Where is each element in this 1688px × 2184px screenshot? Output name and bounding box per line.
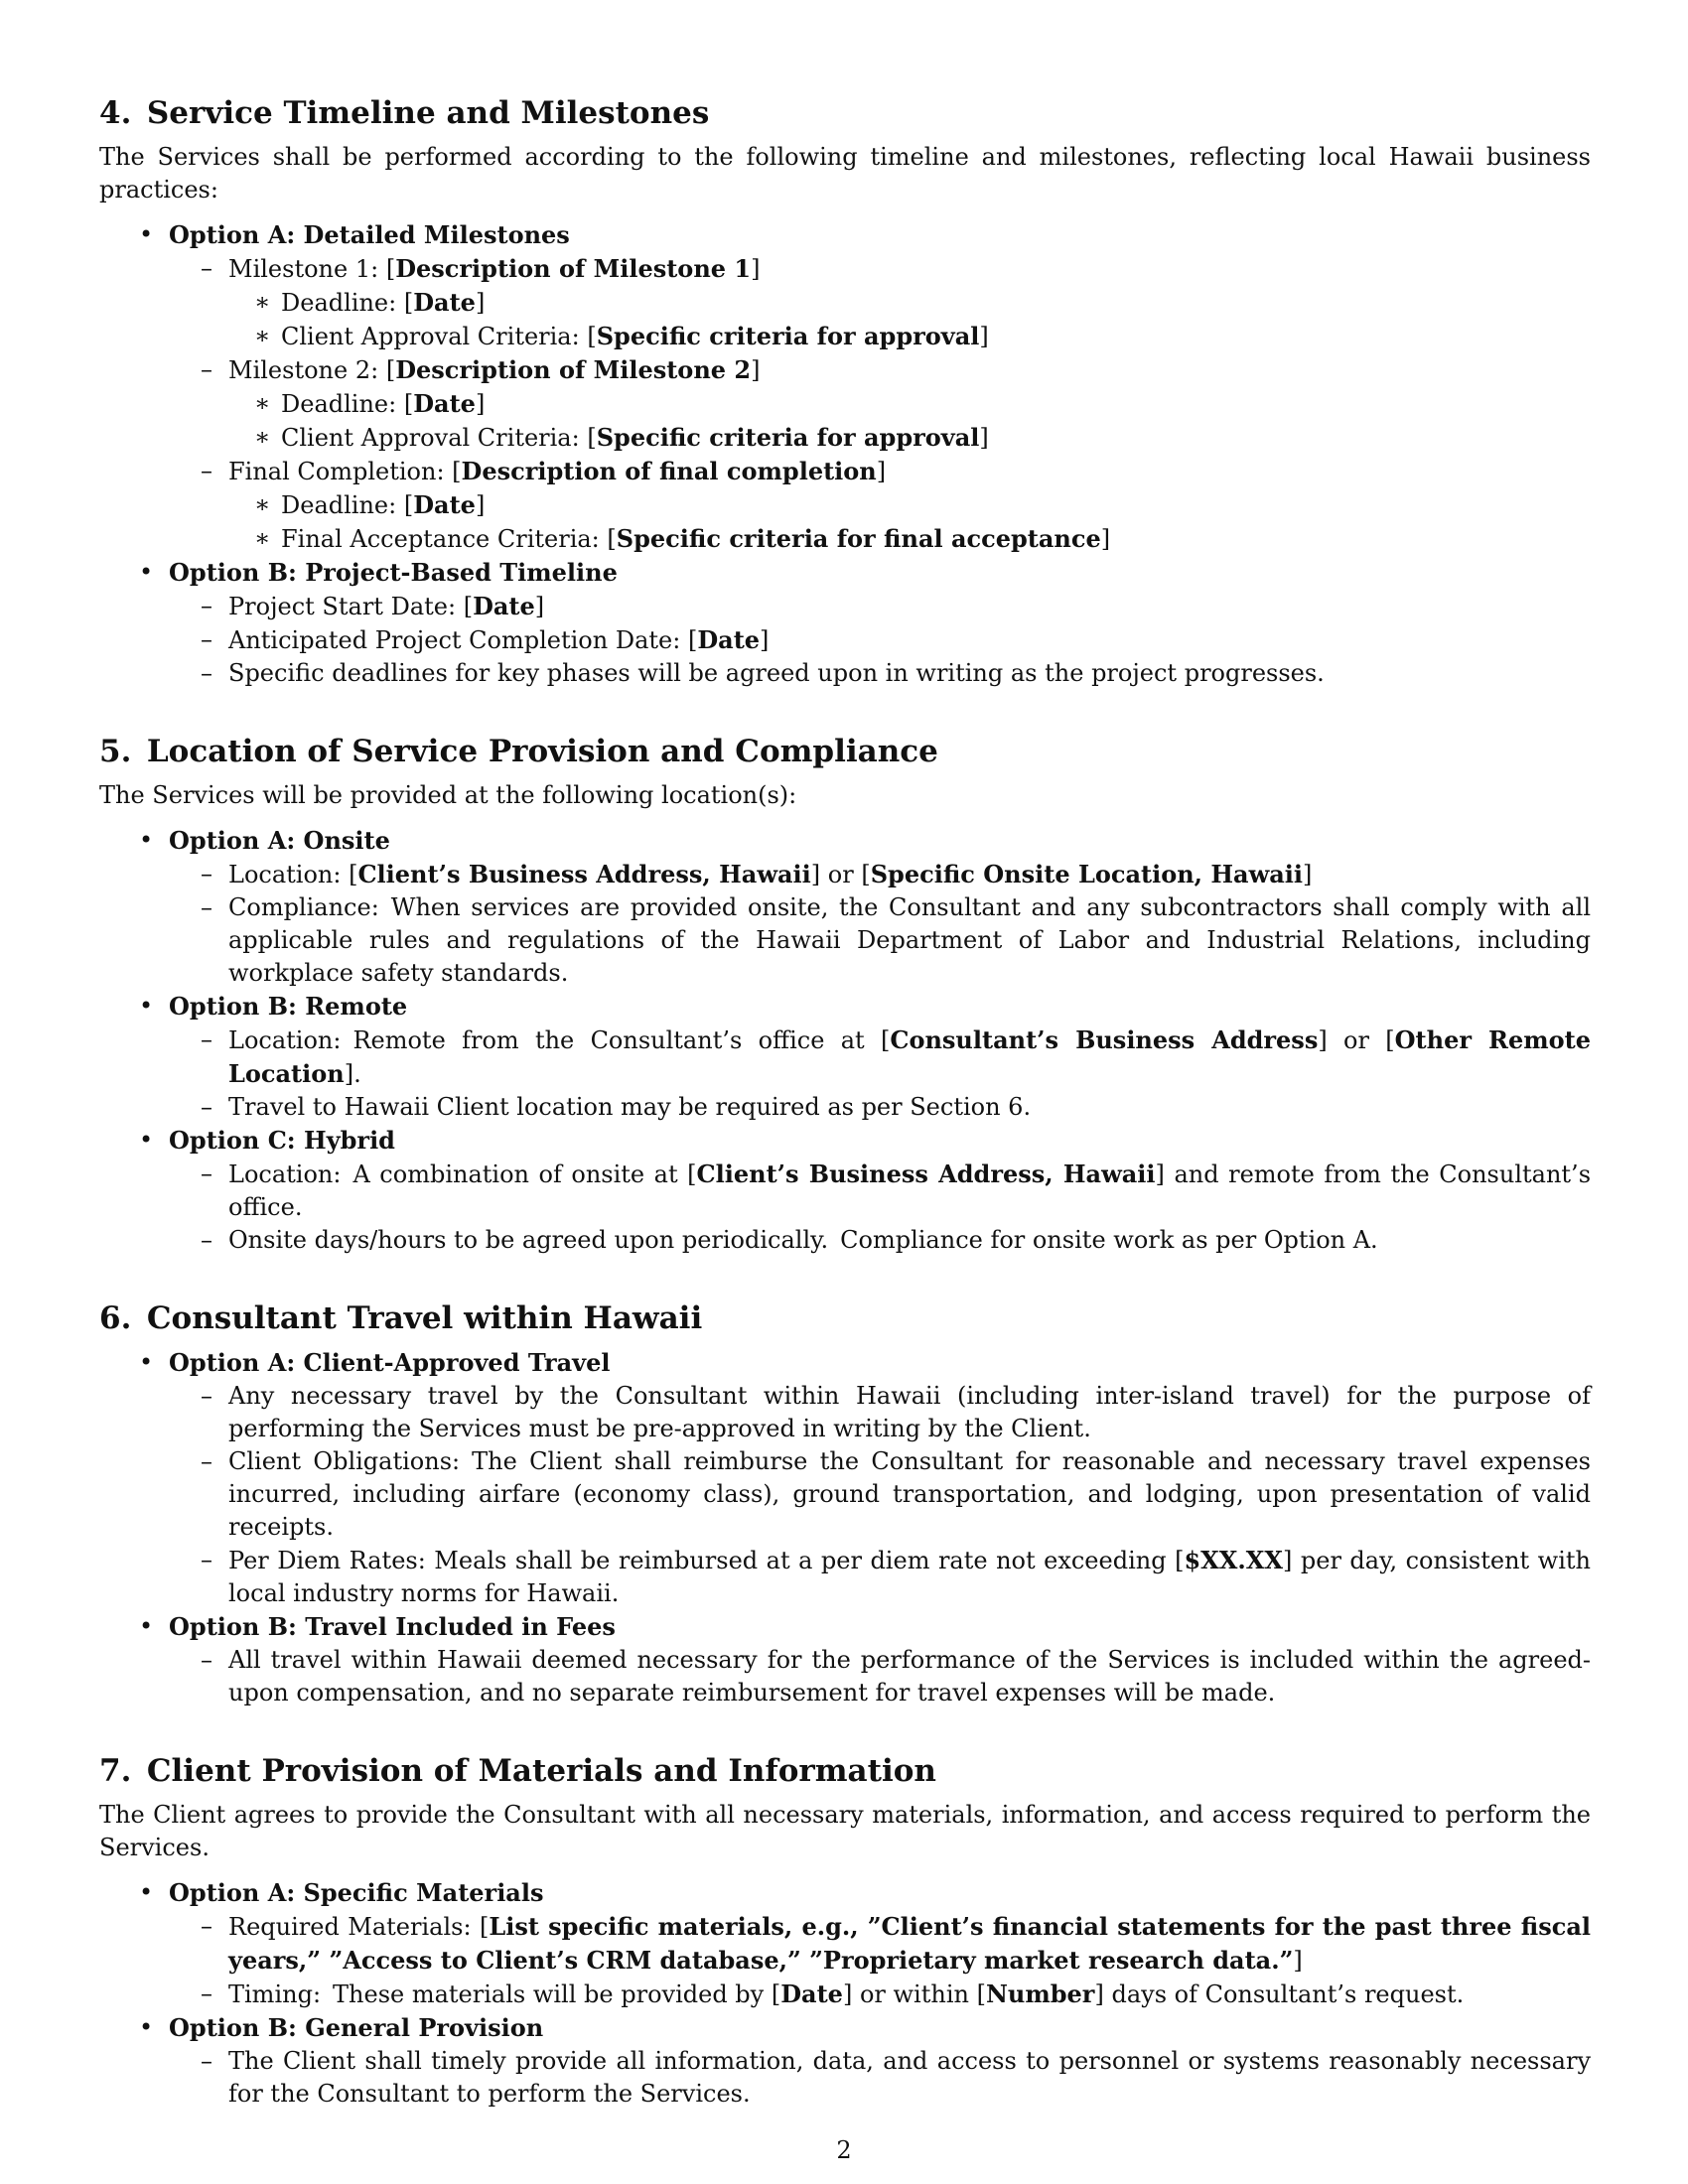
option-item — [99, 824, 1591, 990]
placeholder-field: Date — [413, 490, 476, 519]
placeholder-field: Date — [473, 592, 535, 620]
placeholder-field: Description of Milestone 2 — [395, 355, 752, 384]
placeholder-field: List specific materials, e.g., ”Client’s financial statements for the past three fiscal years,” ”Access to Client’s CRM database,” ”Proprietary market research data.” — [228, 1912, 1591, 1975]
option-item — [99, 1346, 1591, 1610]
placeholder-field: Date — [780, 1979, 843, 2008]
list-item: – Final Completion: [Description of final completion] ∗ Deadline: [Date] ∗ Final Acceptance Criteria: [Specific criteria for final acceptance] — [169, 455, 1591, 556]
placeholder-field: Description of final completion — [461, 457, 877, 485]
placeholder-field: Number — [985, 1979, 1095, 2008]
placeholder-field: Specific Onsite Location, Hawaii — [870, 860, 1304, 888]
list-item: – Milestone 2: [Description of Milestone 2] ∗ Deadline: [Date] ∗ Client Approval Criteria: [Specific criteria for approval] — [169, 353, 1591, 455]
option-title: Option B: Travel Included in Fees — [169, 1612, 616, 1641]
list-item: ∗ Client Approval Criteria: [Specific criteria for approval] — [228, 421, 1591, 455]
section-7 — [99, 1749, 1591, 2111]
list-item: – Travel to Hawaii Client location may be required as per Section 6. — [169, 1091, 1591, 1124]
option-title: Option A: Detailed Milestones — [169, 220, 570, 249]
options-list — [99, 218, 1591, 690]
option-item — [99, 218, 1591, 556]
list-item: ∗ Final Acceptance Criteria: [Specific criteria for final acceptance] — [228, 522, 1591, 556]
list-item: ∗ Deadline: [Date] — [228, 387, 1591, 421]
placeholder-field: Client’s Business Address, Hawaii — [357, 860, 811, 888]
section-heading: 7. Client Provision of Materials and Information — [99, 1753, 936, 1789]
section-heading: 6. Consultant Travel within Hawaii — [99, 1300, 703, 1336]
list-item: – Timing: These materials will be provided by [Date] or within [Number] days of Consultant’s request. — [169, 1978, 1591, 2011]
option-title: Option C: Hybrid — [169, 1126, 395, 1155]
list-item: – Onsite days/hours to be agreed upon periodically. Compliance for onsite work as per Option A. — [169, 1224, 1591, 1257]
list-item: – Location: Remote from the Consultant’s office at [Consultant’s Business Address] or [Other Remote Location]. — [169, 1024, 1591, 1091]
list-item: – The Client shall timely provide all information, data, and access to personnel or systems reasonably necessary for the Consultant to perform the Services. — [169, 2045, 1591, 2111]
list-item: – All travel within Hawaii deemed necessary for the performance of the Services is included within the agreed-upon compensation, and no separate reimbursement for travel expenses will be made. — [169, 1644, 1591, 1709]
list-item: – Compliance: When services are provided onsite, the Consultant and any subcontractors shall comply with all applicable rules and regulations of the Hawaii Department of Labor and Industrial Relations, including workplace safety standards. — [169, 891, 1591, 990]
option-title: Option A: Client-Approved Travel — [169, 1348, 611, 1377]
list-item: – Any necessary travel by the Consultant within Hawaii (including inter-island travel) for the purpose of performing the Services must be pre-approved in writing by the Client. — [169, 1380, 1591, 1445]
list-item: – Required Materials: [List specific materials, e.g., ”Client’s financial statements for the past three fiscal years,” ”Access to Client’s CRM database,” ”Proprietary market research data.”] — [169, 1910, 1591, 1978]
list-item: ∗ Deadline: [Date] — [228, 286, 1591, 320]
placeholder-field: Specific criteria for final acceptance — [616, 524, 1101, 553]
section-intro: The Services will be provided at the following location(s): — [99, 781, 797, 809]
placeholder-field: Date — [413, 288, 476, 317]
option-item — [99, 1124, 1591, 1257]
options-list — [99, 1876, 1591, 2111]
option-title: Option B: Remote — [169, 992, 408, 1021]
list-item: – Client Obligations: The Client shall reimburse the Consultant for reasonable and necessary travel expenses incurred, including airfare (economy class), ground transportation, and lodging, upon presentation of valid receipts. — [169, 1445, 1591, 1544]
list-item: – Milestone 1: [Description of Milestone 1] ∗ Deadline: [Date] ∗ Client Approval Criteria: [Specific criteria for approval] — [169, 252, 1591, 353]
section-heading: 4. Service Timeline and Milestones — [99, 95, 710, 131]
option-item — [99, 1876, 1591, 2011]
list-item: ∗ Deadline: [Date] — [228, 488, 1591, 522]
placeholder-field: Date — [697, 625, 761, 654]
placeholder-field: Consultant’s Business Address — [890, 1025, 1319, 1054]
placeholder-field: Description of Milestone 1 — [395, 254, 752, 283]
option-title: Option B: General Provision — [169, 2013, 544, 2042]
option-title: Option A: Specific Materials — [169, 1878, 544, 1907]
options-list — [99, 824, 1591, 1257]
placeholder-field: Specific criteria for approval — [596, 322, 980, 350]
placeholder-field: Date — [413, 389, 476, 418]
placeholder-field: Other Remote Location — [228, 1025, 1591, 1088]
option-item — [99, 556, 1591, 690]
section-5 — [99, 730, 1591, 1257]
section-6 — [99, 1297, 1591, 1709]
section-intro: The Client agrees to provide the Consultant with all necessary materials, information, and access required to perform the Services. — [99, 1801, 1591, 1861]
document-page — [99, 91, 1591, 2150]
list-item: ∗ Client Approval Criteria: [Specific criteria for approval] — [228, 320, 1591, 353]
list-item: – Location: A combination of onsite at [Client’s Business Address, Hawaii] and remote from the Consultant’s office. — [169, 1158, 1591, 1224]
option-item — [99, 1610, 1591, 1709]
section-4 — [99, 91, 1591, 690]
list-item: – Location: [Client’s Business Address, Hawaii] or [Specific Onsite Location, Hawaii] — [169, 858, 1591, 891]
page-number: 2 — [836, 2136, 852, 2164]
option-title: Option B: Project-Based Timeline — [169, 558, 618, 587]
list-item: – Anticipated Project Completion Date: [Date] — [169, 623, 1591, 657]
option-title: Option A: Onsite — [169, 826, 390, 855]
placeholder-field: Client’s Business Address, Hawaii — [696, 1160, 1156, 1188]
option-item — [99, 990, 1591, 1124]
list-item: – Per Diem Rates: Meals shall be reimbursed at a per diem rate not exceeding [$XX.XX] per day, consistent with local industry norms for Hawaii. — [169, 1544, 1591, 1610]
options-list — [99, 1346, 1591, 1709]
placeholder-field: Specific criteria for approval — [596, 423, 980, 452]
list-item: – Specific deadlines for key phases will be agreed upon in writing as the project progresses. — [169, 657, 1591, 690]
option-item — [99, 2011, 1591, 2111]
list-item: – Project Start Date: [Date] — [169, 590, 1591, 623]
section-intro: The Services shall be performed according to the following timeline and milestones, reflecting local Hawaii business practices: — [99, 143, 1591, 204]
placeholder-field: $XX.XX — [1184, 1546, 1283, 1574]
section-heading: 5. Location of Service Provision and Compliance — [99, 734, 938, 769]
